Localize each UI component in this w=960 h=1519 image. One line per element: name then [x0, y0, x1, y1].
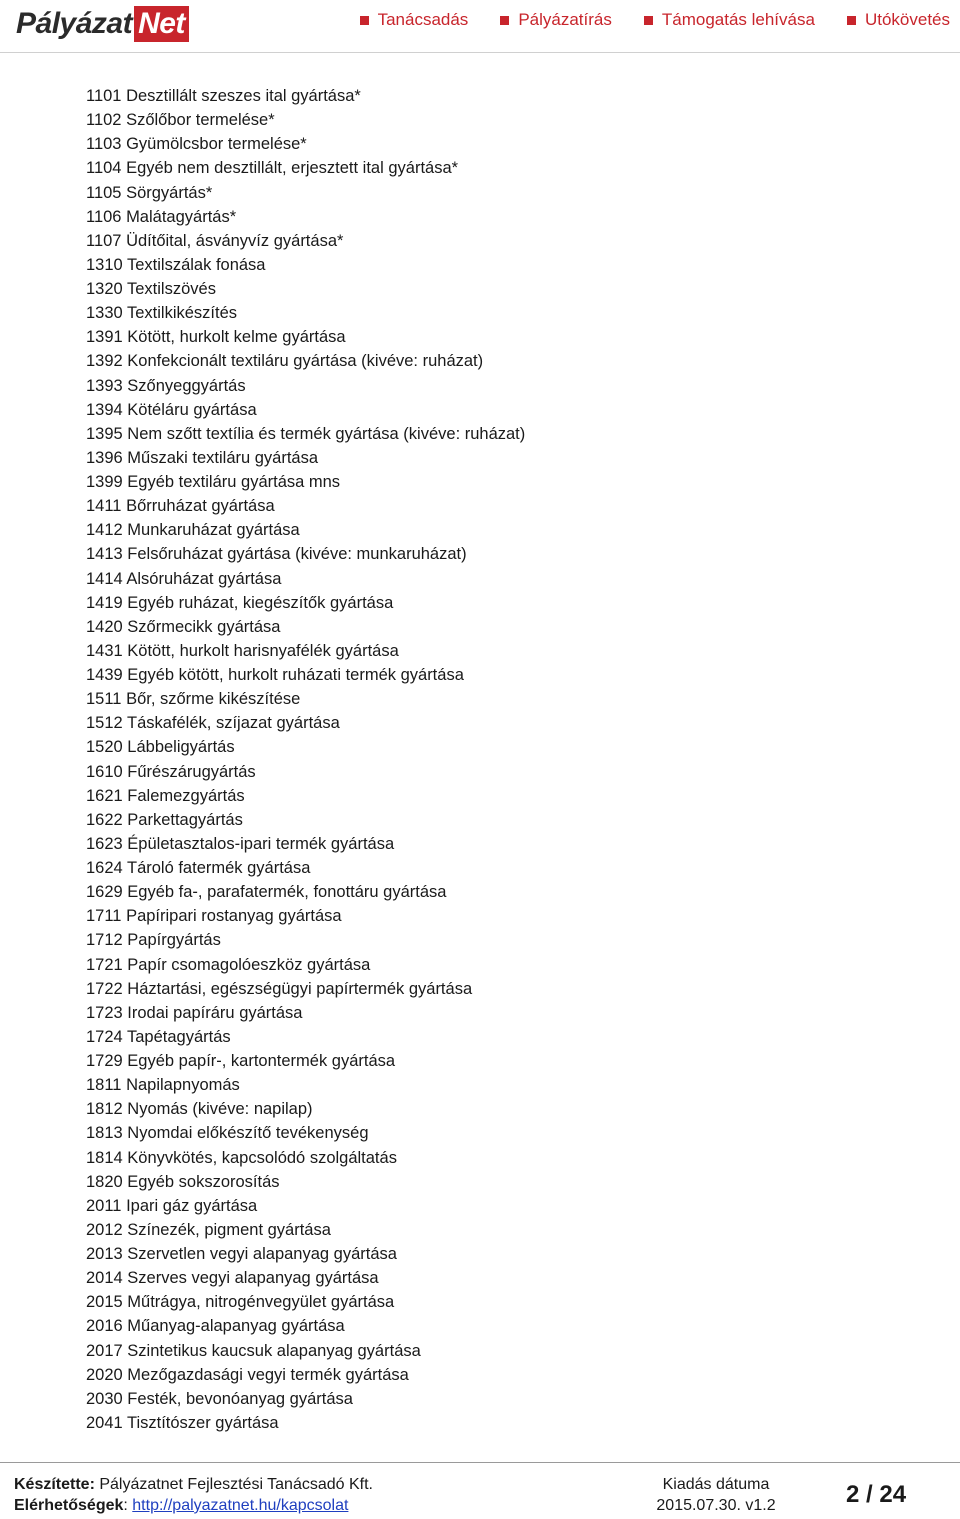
list-item: 1812 Nyomás (kivéve: napilap) [86, 1100, 313, 1119]
list-item: 1394 Kötéláru gyártása [86, 400, 257, 419]
page-footer [0, 1468, 960, 1519]
list-item: 1392 Konfekcionált textiláru gyártása (kivéve: ruházat) [86, 352, 484, 371]
list-item: 2015 Műtrágya, nitrogénvegyület gyártása [86, 1293, 395, 1312]
nav-item-label: Pályázatírás [518, 10, 612, 29]
made-by-label: Készítette: [14, 1476, 95, 1493]
list-item: 1320 Textilszövés [86, 280, 216, 298]
list-item: 1413 Felsőruházat gyártása (kivéve: munkaruházat) [86, 545, 467, 564]
nav-item-label: Tanácsadás [377, 10, 469, 29]
list-item: 2030 Festék, bevonóanyag gyártása [86, 1389, 353, 1408]
made-by-line [14, 1474, 373, 1495]
nav-item-tamogatas-lehivasa[interactable] [644, 10, 815, 30]
list-item: 2012 Színezék, pigment gyártása [86, 1220, 331, 1239]
list-item: 1811 Napilapnyomás [86, 1076, 240, 1095]
list-item: 2017 Szintetikus kaucsuk alapanyag gyártása [86, 1341, 421, 1360]
list-item: 1399 Egyéb textiláru gyártása mns [86, 473, 341, 491]
palyazatnet-logo[interactable] [16, 4, 189, 44]
logo-text-palyazat: Pályázat [16, 7, 133, 40]
teaor-code-list [86, 84, 906, 1435]
square-bullet-icon [644, 16, 653, 25]
list-item: 1722 Háztartási, egészségügyi papírtermék gyártása [86, 979, 473, 998]
list-item: 1621 Falemezgyártás [86, 786, 245, 805]
list-item: 1104 Egyéb nem desztillált, erjesztett ital gyártása* [86, 159, 459, 178]
list-item: 1102 Szőlőbor termelése* [86, 111, 275, 130]
nav-item-label: Támogatás lehívása [661, 10, 815, 29]
nav-item-utokovetes[interactable] [847, 10, 950, 30]
list-item: 1330 Textilkikészítés [86, 304, 238, 323]
teaor-list-section [86, 84, 906, 1435]
list-item: 1724 Tapétagyártás [86, 1027, 231, 1046]
list-item: 1721 Papír csomagolóeszköz gyártása [86, 955, 371, 974]
list-item: 1610 Fűrészárugyártás [86, 762, 256, 781]
list-item: 1711 Papíripari rostanyag gyártása [86, 907, 342, 926]
list-item: 1396 Műszaki textiláru gyártása [86, 448, 319, 467]
list-item: 1439 Egyéb kötött, hurkolt ruházati termék gyártása [86, 666, 464, 684]
list-item: 1729 Egyéb papír-, kartontermék gyártása [86, 1052, 396, 1070]
nav-item-tanacsadas[interactable] [360, 10, 469, 30]
list-item: 1395 Nem szőtt textília és termék gyártása (kivéve: ruházat) [86, 424, 526, 443]
contact-link[interactable]: http://palyazatnet.hu/kapcsolat [132, 1497, 349, 1514]
list-item: 1391 Kötött, hurkolt kelme gyártása [86, 328, 346, 347]
list-item: 2011 Ipari gáz gyártása [86, 1196, 258, 1215]
made-by-value: Pályázatnet Fejlesztési Tanácsadó Kft. [99, 1476, 373, 1493]
list-item: 1813 Nyomdai előkészítő tevékenység [86, 1124, 369, 1143]
list-item: 1820 Egyéb sokszorosítás [86, 1172, 280, 1191]
list-item: 2013 Szervetlen vegyi alapanyag gyártása [86, 1245, 397, 1263]
list-item: 1105 Sörgyártás* [86, 183, 213, 202]
list-item: 1512 Táskafélék, szíjazat gyártása [86, 714, 340, 733]
list-item: 1623 Épületasztalos-ipari termék gyártása [86, 834, 395, 853]
list-item: 1412 Munkaruházat gyártása [86, 521, 300, 540]
list-item: 1106 Malátagyártás* [86, 207, 237, 226]
list-item: 1814 Könyvkötés, kapcsolódó szolgáltatás [86, 1148, 397, 1167]
square-bullet-icon [847, 16, 856, 25]
list-item: 1511 Bőr, szőrme kikészítése [86, 690, 301, 709]
list-item: 2016 Műanyag-alapanyag gyártása [86, 1317, 345, 1336]
nav-item-label: Utókövetés [864, 10, 950, 29]
list-item: 1414 Alsóruházat gyártása [86, 569, 282, 588]
top-nav [328, 10, 950, 30]
list-item: 1520 Lábbeligyártás [86, 738, 235, 757]
footer-divider [0, 1462, 960, 1463]
list-item: 1420 Szőrmecikk gyártása [86, 617, 281, 636]
list-item: 2014 Szerves vegyi alapanyag gyártása [86, 1269, 379, 1288]
list-item: 1712 Papírgyártás [86, 931, 221, 950]
list-item: 1624 Tároló fatermék gyártása [86, 859, 311, 877]
list-item: 1310 Textilszálak fonása [86, 255, 266, 274]
list-item: 1101 Desztillált szeszes ital gyártása* [86, 87, 361, 105]
list-item: 1431 Kötött, hurkolt harisnyafélék gyártása [86, 641, 399, 660]
contact-separator: : [123, 1497, 133, 1514]
list-item: 1411 Bőrruházat gyártása [86, 497, 275, 516]
logo-text-net: Net [134, 6, 189, 42]
list-item: 1107 Üdítőital, ásványvíz gyártása* [86, 231, 344, 250]
square-bullet-icon [360, 16, 369, 25]
footer-credits [14, 1474, 373, 1516]
list-item: 1393 Szőnyeggyártás [86, 376, 246, 395]
list-item: 1103 Gyümölcsbor termelése* [86, 135, 307, 154]
contact-label: Elérhetőségek [14, 1497, 124, 1514]
list-item: 1622 Parkettagyártás [86, 810, 243, 829]
square-bullet-icon [500, 16, 509, 25]
contact-line [14, 1495, 373, 1516]
list-item: 2041 Tisztítószer gyártása [86, 1413, 279, 1432]
page-number: 2 / 24 [846, 1481, 907, 1508]
list-item: 1723 Irodai papíráru gyártása [86, 1003, 303, 1022]
page-header [0, 0, 960, 52]
header-divider [0, 52, 960, 53]
nav-item-palyazatiras[interactable] [500, 10, 612, 30]
issue-value: 2015.07.30. v1.2 [656, 1497, 776, 1514]
list-item: 1629 Egyéb fa-, parafatermék, fonottáru gyártása [86, 883, 447, 902]
list-item: 2020 Mezőgazdasági vegyi termék gyártása [86, 1365, 409, 1384]
issue-info [656, 1474, 776, 1516]
list-item: 1419 Egyéb ruházat, kiegészítők gyártása [86, 593, 394, 612]
issue-label: Kiadás dátuma [662, 1476, 770, 1493]
